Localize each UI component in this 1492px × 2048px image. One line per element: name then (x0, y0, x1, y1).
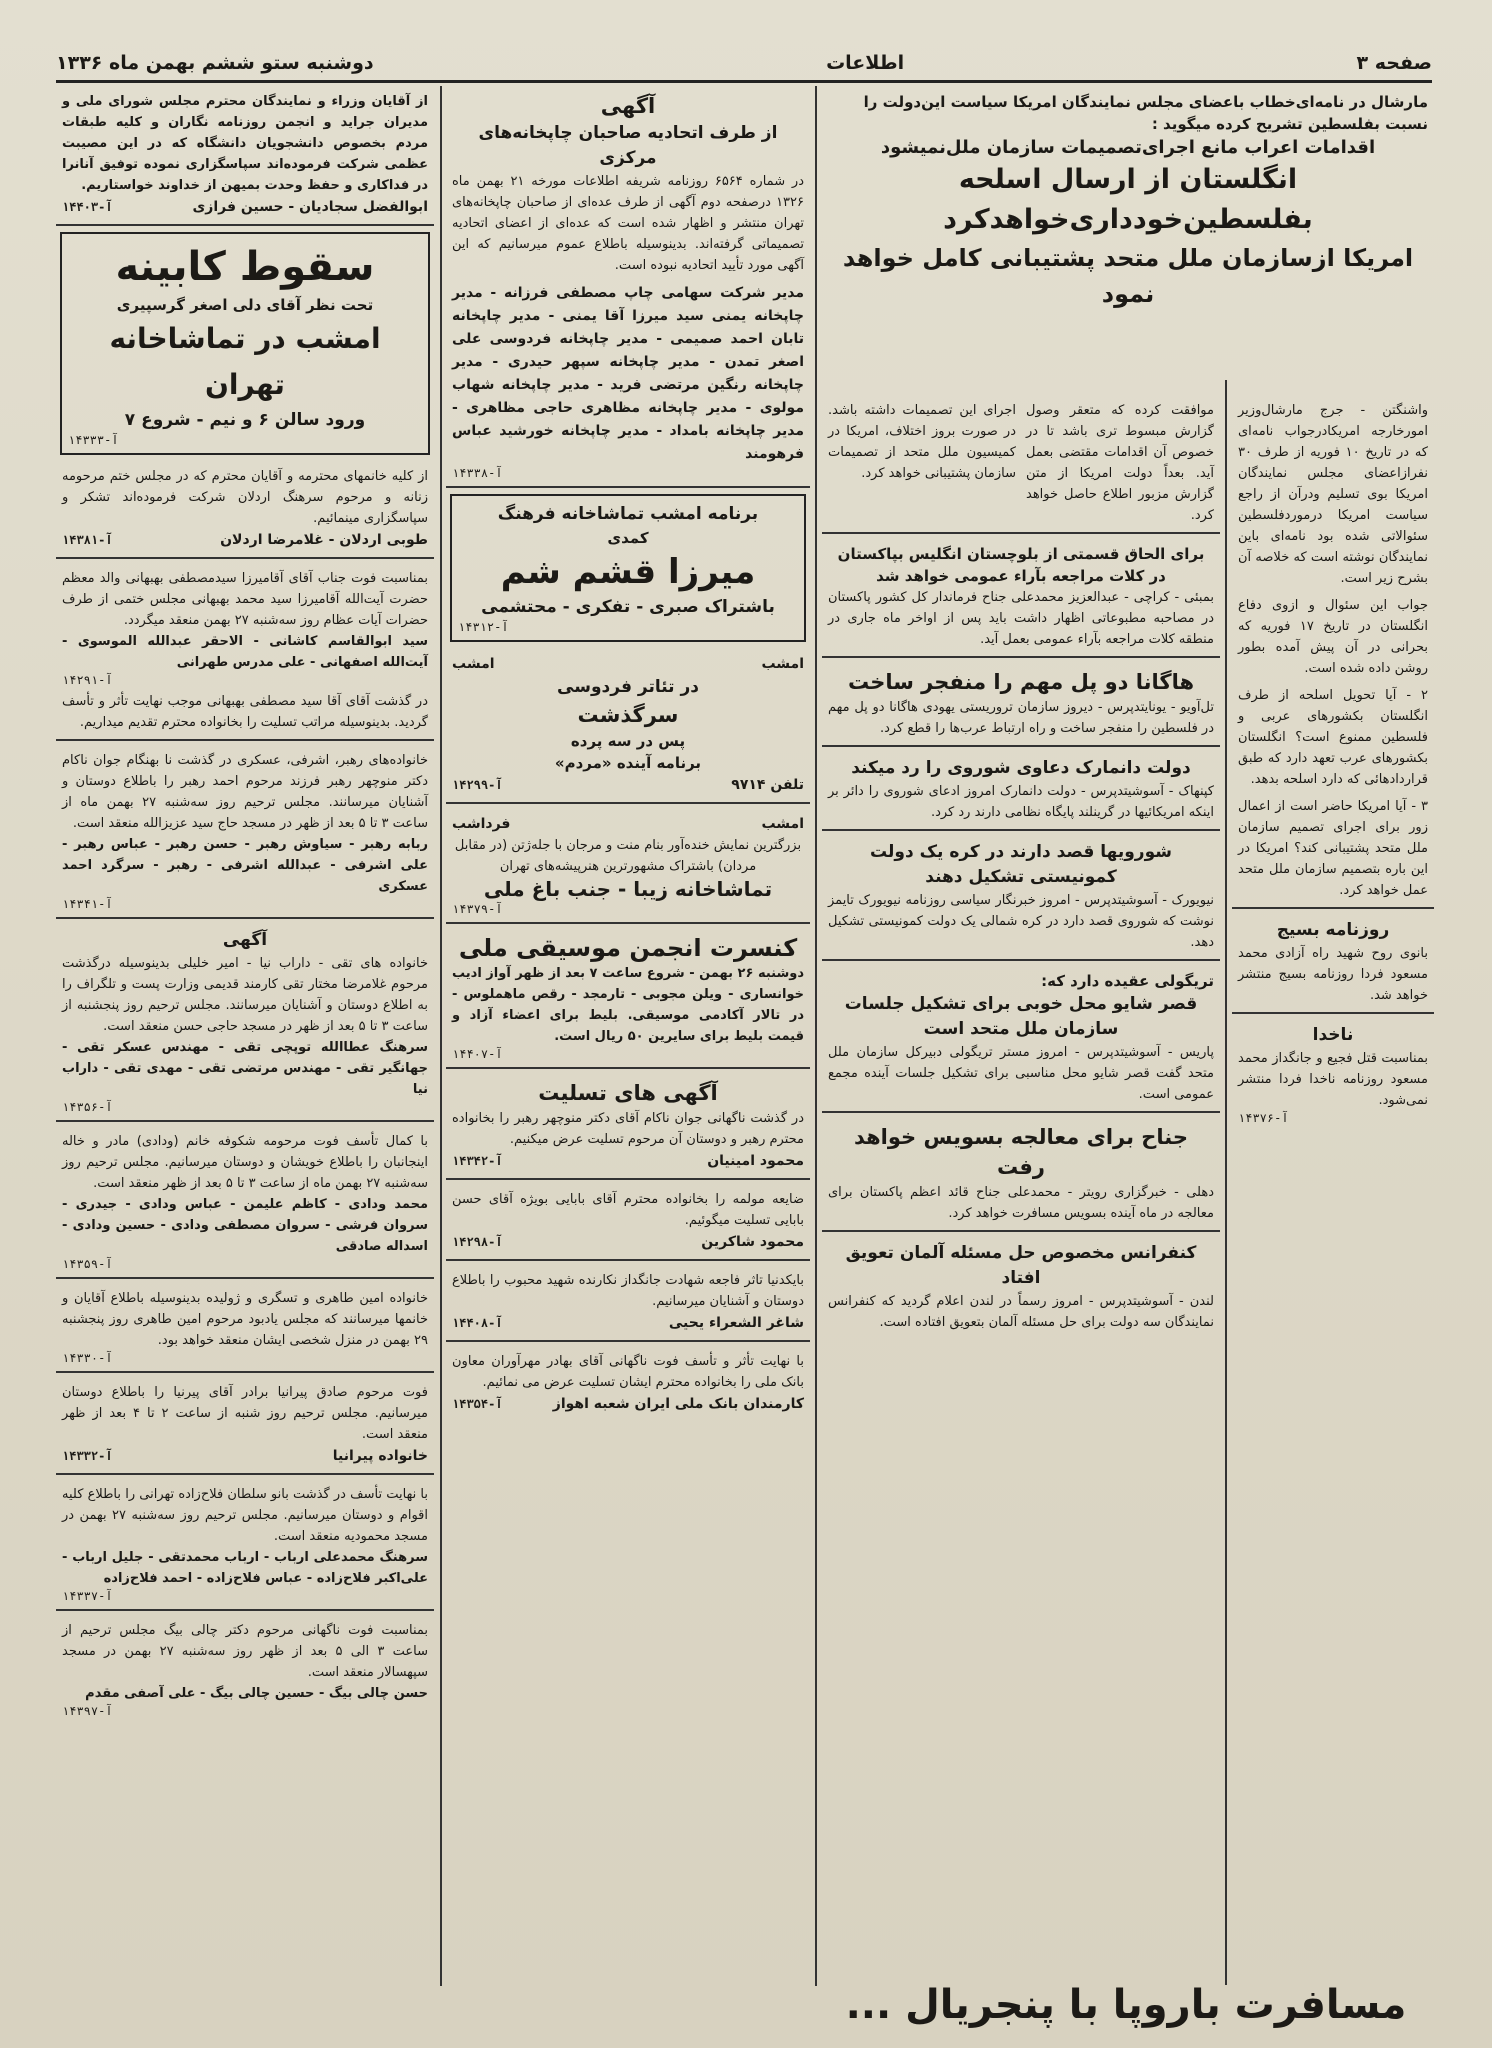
lead-body-3: اجرای این تصمیمات داشته باشد. در صورت بروز اختلاف، امریکا در کمیسیون ملل متحد از تصمیمات سازمان پشتیبانی خواهد کرد. (828, 403, 1016, 481)
pirnia-sig: خانواده پیرانیا (332, 1448, 428, 1464)
taheri-body: خانواده امین طاهری و تسگری و ژولیده بدینوسیله باطلاع آقایان و خانمها میرسانند که مجلس یادبود مرحوم امین طاهری روز پنجشنبه ۲۹ بهمن در منزل شخصی ایشان منعقد خواهد بود. (62, 1291, 428, 1348)
ziba-body: بزرگترین نمایش خنده‌آور بنام منت و مرجان با جله‌ژتن (در مقابل مردان) باشتراک مشهورترین هنرپیشه‌های تهران (454, 838, 802, 874)
haganah-body: تل‌آویو - یونایتدپرس - دیروز سازمان تروریستی یهودی هاگانا دو پل مهم در فلسطین را منفجر ساخت و راه ارتباط عرب‌ها را قطع کرد. (828, 700, 1214, 736)
ziba-tomorrow: فرداشب (452, 816, 511, 832)
condolence-ref-4: ۱۴۳۵۴-آ (452, 1397, 503, 1411)
lead-headline-1: انگلستان از ارسال اسلحه بفلسطین‌خودداری‌خواهدکرد (943, 164, 1313, 235)
taghi-sig: سرهنگ عطاالله توپچی تقی - مهندس عسکر تقی - جهانگیر تقی - مهندس مرتضی تقی - مهدی تقی - داراب نیا (62, 1040, 428, 1097)
cabinet-ref: ۱۴۳۳۳-آ (68, 433, 119, 447)
vadadi-sig: محمد ودادی - کاظم علیمن - عباس ودادی - جیدری - سروان فرشی - سروان مصطفی ودادی - حسین ودادی - اسداله صادقی (62, 1197, 428, 1254)
cabinet-time: ورود سالن ۶ و نیم - شروع ۷ (124, 410, 366, 430)
news-column (822, 395, 1220, 2012)
taghi-title: آگهی (222, 930, 268, 950)
thanks-sig: ابوالفضل سجادیان - حسین فرازی (192, 199, 428, 215)
pakistan-body: بمبئی - کراچی - عبدالعزیز محمدعلی جناح فرماندار کل کشور پاکستان در مصاحبه مطبوعاتی اظهار داشت باید پس از اواخر ماه جاری در منطقه کلات مراجعه بآراء عمومی بعمل آید. (828, 590, 1214, 647)
condolence-title: آگهی های تسلیت (538, 1081, 718, 1105)
chalibeg-body: بمناسبت فوت ناگهانی مرحوم دکتر چالی بیگ مجلس ترحیم از ساعت ۳ الی ۵ بعد از ظهر روز سه‌شنبه ۲۷ بهمن در مسجد سپهسالار منعقد است. (62, 1623, 428, 1680)
rahbar-ref: ۱۴۳۴۱-آ (62, 897, 113, 911)
taheri-ref: ۱۴۳۳۰-آ (62, 1351, 113, 1365)
ferdowsi-tonight-left: امشب (452, 656, 495, 672)
thanks-body: از آقایان وزراء و نمایندگان محترم مجلس شورای ملی و مدیران جراید و انجمن روزنامه نگاران و کلیه طبقات مردم بخصوص دانشجویان دانشگاه که در این مصیبت عظمی شرکت فرموده‌اند سپاسگزاری نموده توفیق آنانرا در فداکاری و حفظ وحدت بمیهن از خداوند خواستاریم. (62, 94, 428, 193)
vadadi-ref: ۱۴۳۵۹-آ (62, 1257, 113, 1271)
printers-ad-names: مدیر شرکت سهامی چاپ مصطفی فرزانه - مدیر چاپخانه یمنی سید میرزا آقا یمنی - مدیر چاپخانه تابان احمد صمیمی - مدیر چاپخانه فردوسی علی اصغر تمدن - مدیر چاپخانه سپهر حیدری - مدیر چاپخانه رنگین مرتضی فرید - مدیر چاپخانه شهاب مولوی - مدیر چاپخانه مظاهری حاجی مظاهری - مدیر چاپخانه بامداد - مدیر چاپخانه خورشید عباس فرهومند (452, 285, 804, 462)
ferdowsi-ref: ۱۴۲۹۹-آ (452, 778, 503, 792)
trygve-body: پاریس - آسوشیتدپرس - امروز مستر تریگولی دبیرکل سازمان ملل متحد گفت قصر شایو محل مناسبی برای تشکیل جلسات آینده مجمع عمومی است. (828, 1045, 1214, 1102)
farhang-play: میرزا قشم شم (500, 552, 756, 592)
fallah-ref: ۱۴۳۳۷-آ (62, 1589, 113, 1603)
ferdowsi-next: برنامه آینده «مردم» (554, 754, 702, 772)
farhang-cast: باشتراک صبری - تفکری - محتشمی (481, 597, 775, 617)
farhang-ref: ۱۴۳۱۲-آ (458, 620, 509, 634)
rooz-title: روزنامه بسیج (1276, 920, 1390, 940)
condolence-body-2: ضایعه مولمه را بخانواده محترم آقای بابایی بویژه آقای حسن بابایی تسلیت میگوئیم. (452, 1192, 804, 1228)
column-rule (815, 86, 817, 1986)
condolence-body-1: در گذشت ناگهانی جوان ناکام آقای دکتر منوچهر رهبر را بخانواده محترم رهبر و دوستان آن مرحوم تسلیت عرض میکنیم. (452, 1111, 804, 1147)
condolence-body-3: بایکدنیا تاثر فاجعه شهادت جانگداز نکارنده شهید محبوب را باطلاع دوستان و آشنایان میرسانیم. (452, 1273, 804, 1309)
condolence-ref-3: ۱۴۴۰۸-آ (452, 1316, 503, 1330)
jinnah-headline: جناح برای معالجه بسویس خواهد رفت (853, 1125, 1189, 1179)
farhang-kind: کمدی (607, 529, 649, 547)
condolence-sig-2: محمود شاکرین (701, 1234, 804, 1250)
condolence-sig-1: محمود امینیان (707, 1153, 804, 1169)
rahbar-body: خانواده‌های رهبر، اشرفی، عسکری در گذشت نا بهنگام جوان ناکام دکتر منوچهر رهبر فرزند مرحوم احمد رهبر را باطلاع دوستان و آشنایان میرسانند. مجلس ترحیم روز سه‌شنبه ۲۷ بهمن ماه از ساعت ۳ تا ۵ بعد از ظهر در مسجد حاج سید عزیزالله منعقد است. (62, 753, 428, 831)
ziba-theatre-name: تماشاخانه زیبا - جنب باغ ملی (483, 877, 773, 901)
rahbar-sig: ربابه رهبر - سیاوش رهبر - حسن رهبر - عباس رهبر - علی اشرفی - عبدالله اشرفی - رهبر - سرگرد احمد عسکری (62, 837, 428, 894)
fallah-sig: سرهنگ محمدعلی ارباب - ارباب محمدتقی - جلیل ارباب - علی‌اکبر فلاح‌زاده - عباس فلاح‌زاده - احمد فلاح‌زاده (62, 1550, 428, 1586)
jinnah-body: دهلی - خبرگزاری رویتر - محمدعلی جناح قائد اعظم پاکستان برای معالجه در ماه آینده بسویس مسافرت خواهد کرد. (828, 1185, 1214, 1221)
nakhoda-title: ناخدا (1312, 1025, 1354, 1045)
korea-body: نیویورک - آسوشیتدپرس - امروز خبرنگار سیاسی روزنامه نیویورک تایمز نوشت که شوروی قصد دارد در کره شمالی یک دولت کمونیستی تشکیل دهد. (828, 893, 1214, 950)
chalibeg-sig: حسن چالی بیگ - حسین چالی بیگ - علی آصفی مقدم (85, 1686, 428, 1701)
ferdowsi-title: در تئاتر فردوسی (557, 677, 699, 697)
condolence-ref-1: ۱۴۳۴۲-آ (452, 1154, 503, 1168)
rooz-body: بانوی روح شهید راه آزادی محمد مسعود فردا روزنامه بسیج منتشر خواهد شد. (1238, 946, 1428, 1003)
condolence-body-4: با نهایت تأثر و تأسف فوت ناگهانی آقای بهادر مهرآوران معاون بانک ملی را بخانواده محترم ایشان تسلیت عرض می نمائیم. (452, 1354, 804, 1390)
lead-body-2: موافقت کرده که متعقر وصول گزارش مبسوط تری باشد تا در خصوص آن اقدامات مقتضی بعمل آید. بعداً دولت امریکا از متن گزارش مزبور اطلاع حاصل خواهد کرد. (1026, 403, 1214, 523)
issue-date: دوشنبه‌ ستو ششم بهمن ماه ۱۳۳۶ (56, 52, 374, 74)
denmark-headline: دولت دانمارک دعاوی شوروی را رد میکند (851, 758, 1191, 778)
nakhoda-ref: ۱۴۳۷۶-آ (1238, 1111, 1289, 1125)
column-rule (440, 86, 442, 1986)
concert-body: دوشنبه ۲۶ بهمن - شروع ساعت ۷ بعد از ظهر آواز ادیب خوانساری - ویلن مجوبی - تارمجد - رقص ماهملوس - در تالار آکادمی موسیقی. بلیط برای اعضاء آزاد و قیمت بلیط برای سایرین ۵۰ ریال است. (452, 966, 804, 1044)
lead-subhead: اقدامات اعراب مانع اجرای‌تصمیمات سازمان ملل‌نمیشود (880, 137, 1376, 158)
condolence-sig-4: کارمندان بانک ملی ایران شعبه اهواز (552, 1396, 804, 1412)
ziba-tonight: امشب (761, 816, 804, 832)
pirnia-ref: ۱۴۳۳۲-آ (62, 1449, 113, 1463)
newspaper-name: اطلاعات (826, 52, 905, 74)
lead-story-top (822, 86, 1434, 386)
vadadi-body: با کمال تأسف فوت مرحومه شکوفه خانم (ودادی) مادر و خاله اینجانبان را باطلاع خویشان و دوستان میرسانیم. مجلس ترحیم روز سه‌شنبه ۲۷ بهمن ماه از ساعت ۳ تا ۵ بعد از ظهر منعقد است. (62, 1134, 428, 1191)
taghi-body: خانواده های تقی - داراب نیا - امیر خلیلی بدینوسیله درگذشت مرحوم غلامرضا مختار تقی کارمند قدیمی وزارت پست و تلگراف را به اطلاع دوستان و آشنایان میرسانند. مجلس ترحیم روز پنجشنبه از ساعت ۳ تا ۵ بعد از ظهر در مسجد حاجی حسن منعقد است. (62, 956, 428, 1034)
pirnia-body: فوت مرحوم صادق پیرانیا برادر آقای پیرنیا را باطلاع دوستان میرسانیم. مجلس ترحیم روز شنبه از ساعت ۲ تا ۴ بعد از ظهر منعقد است. (62, 1385, 429, 1442)
conference-body: لندن - آسوشیتدپرس - امروز رسماً در لندن اعلام گردید که کنفرانس نمایندگان سه دولت برای حل مسئله آلمان بتعویق افتاده است. (828, 1294, 1214, 1330)
ferdowsi-play: سرگذشت (577, 703, 679, 727)
concert-title: کنسرت انجمن موسیقی ملی (458, 934, 798, 962)
farhang-title: برنامه امشب تماشاخانه فرهنگ (497, 504, 759, 524)
column-rule (1225, 380, 1227, 1985)
fallah-body: با نهایت تأسف در گذشت بانو سلطان فلاح‌زاده تهرانی را باطلاع کلیه اقوام و دوستان میرسانیم. مجلس ترحیم روز سه‌شنبه ۲۷ بهمن در مسجد محمودیه منعقد است. (62, 1487, 428, 1544)
korea-headline: شورویها قصد دارند در کره یک دولت کمونیستی تشکیل دهند (870, 842, 1172, 887)
behbahani-sig: سید ابوالقاسم کاشانی - الاحقر عبدالله الموسوی - آیت‌الله اصفهانی - علی مدرس طهرانی (62, 634, 428, 670)
concert-ref: ۱۴۴۰۷-آ (452, 1047, 503, 1061)
ardalan-ref: ۱۴۳۸۱-آ (62, 533, 113, 547)
ads-column-center (446, 86, 810, 2012)
lead-kicker: مارشال در نامه‌ای‌خطاب باعضای مجلس نمایندگان امریکا سیاست این‌دولت را نسبت بفلسطین تشریح کرده میگوید : (863, 93, 1428, 133)
ziba-ref: ۱۴۳۷۹-آ (452, 902, 503, 916)
conference-headline: کنفرانس مخصوص حل مسئله آلمان تعویق افتاد (845, 1243, 1197, 1288)
printers-ad-title: آگهی (600, 94, 656, 118)
lead-body: واشنگتن - جرج مارشال‌وزیر امورخارجه امریکادرجواب نامه‌ای که در تاریخ ۱۰ فوریه از طرف ۳۰ نفرازاعضای مجلس نمایندگان امریکا بوی تسلیم ودرآن از راجع سیاست امریکا درموردفلسطین سئوالاتی شده بود نامه‌ای باین نمایندگان نوشته است که خلاصه آن بشرح زیر است. (1238, 403, 1428, 586)
lead-q3: ۳ - آیا امریکا حاضر است از اعمال زور برای اجرای تصمیم سازمان ملل متحد پشتیبانی کند؟ امریکا در این باره بتصمیم سازمان ملل متحد عمل خواهد کرد. (1238, 799, 1428, 898)
printers-ad-subtitle: از طرف اتحادیه صاحبان چاپخانه‌های مرکزی (478, 123, 778, 168)
ferdowsi-tel: تلفن ۹۷۱۴ (731, 777, 804, 793)
lead-q2: ۲ - آیا تحویل اسلحه از طرف انگلستان بکشورهای عربی و فلسطین ممنوع است؟ انگلستان بکشورهای عرب تعهد دارد که طبق قراردادهائی که دارد اسلحه بدهد. (1238, 688, 1428, 787)
trygve-subhead: قصر شایو محل خوبی برای تشکیل جلسات سازمان ملل متحد است (844, 994, 1198, 1039)
page-header (56, 50, 1432, 83)
trygve-headline: تریگولی عقیده دارد که: (1041, 972, 1214, 990)
behbahani-body-2: در گذشت آقای آقا سید مصطفی بهبهانی موجب نهایت تأثر و تأسف گردید. بدینوسیله مراتب تسلیت را بخانواده محترم تقدیم میداریم. (62, 694, 428, 730)
ferdowsi-tonight-right: امشب (761, 656, 804, 672)
lead-continuation-column (1232, 395, 1434, 2012)
ardalan-sig: طوبی اردلان - غلامرضا اردلان (220, 532, 428, 548)
lead-headline-2: امریکا ازسازمان ملل متحد پشتیبانی کامل خواهد نمود (842, 244, 1414, 308)
condolence-sig-3: شاغر الشعراء یحیی (668, 1315, 804, 1331)
denmark-body: کپنهاک - آسوشیتدپرس - دولت دانمارک امروز ادعای شوروی را دائر بر اینکه امریکائیها در گرینلند پایگاه نظامی دارند رد کرد. (828, 784, 1214, 820)
taghi-ref: ۱۴۳۵۶-آ (62, 1100, 113, 1114)
condolence-ref-2: ۱۴۲۹۸-آ (452, 1235, 503, 1249)
printers-ad-ref: ۱۴۳۳۸-آ (452, 466, 503, 480)
lead-q1: جواب این سئوال و ازوی دفاع انگلستان در تاریخ ۱۷ فوریه که بحرانی در آن پیش آمده بطور روشن داده شده است. (1238, 598, 1428, 676)
cabinet-place: امشب در تماشاخانه تهران (109, 322, 381, 401)
ads-column-left (56, 86, 434, 2012)
chalibeg-ref: ۱۴۳۹۷-آ (62, 1704, 113, 1718)
haganah-headline: هاگانا دو پل مهم را منفجر ساخت (847, 670, 1195, 694)
ardalan-body: از کلیه خانمهای محترمه و آقایان محترم که در مجلس ختم مرحومه زنانه و مرحوم سرهنگ اردلان شرکت فرموده‌اند تشکر و سپاسگزاری مینمائیم. (62, 469, 428, 526)
printers-ad-body: در شماره ۶۵۶۴ روزنامه شریفه اطلاعات مورخه ۲۱ بهمن ماه ۱۳۲۶ درصفحه دوم آگهی از طرف عده‌ای از صاحبان چاپخانه‌های تهران منتشر و اظهار شده است که عده‌ای از اعضای اتحادیه تصمیماتی گرفته‌اند. بدینوسیله باطلاع عموم میرسانیم که این آگهی مورد تأیید اتحادیه نبوده است. (452, 174, 804, 273)
page-number: صفحه ۳ (1356, 52, 1432, 74)
pakistan-headline: برای الحاق قسمتی از بلوچستان انگلیس بپاکستان در کلات مراجعه بآراء عمومی خواهد شد (837, 545, 1205, 585)
nakhoda-body: بمناسبت قتل فجیع و جانگداز محمد مسعود روزنامه ناخدا فردا منتشر نمی‌شود. (1238, 1051, 1428, 1108)
cabinet-title: سقوط کابینه (115, 244, 375, 290)
travel-banner: مسافرت باروپا با پنجریال ... (845, 1982, 1407, 2028)
behbahani-body: بمناسبت فوت جناب آقای آقامیرزا سیدمصطفی بهبهانی والد معظم حضرت آیت‌الله آقامیرزا سید محمد بهبهانی مجلس ختمی از طرف حضرات آیات عظام روز سه‌شنبه ۲۷ بهمن منعقد میگردد. (62, 571, 428, 628)
cabinet-sub: تحت نظر آقای دلی اصغر گرسپیری (116, 296, 374, 314)
ferdowsi-sub: پس در سه پرده (570, 732, 686, 750)
thanks-ref: ۱۴۴۰۳-آ (62, 200, 113, 214)
behbahani-ref: ۱۴۲۹۱-آ (62, 673, 113, 687)
